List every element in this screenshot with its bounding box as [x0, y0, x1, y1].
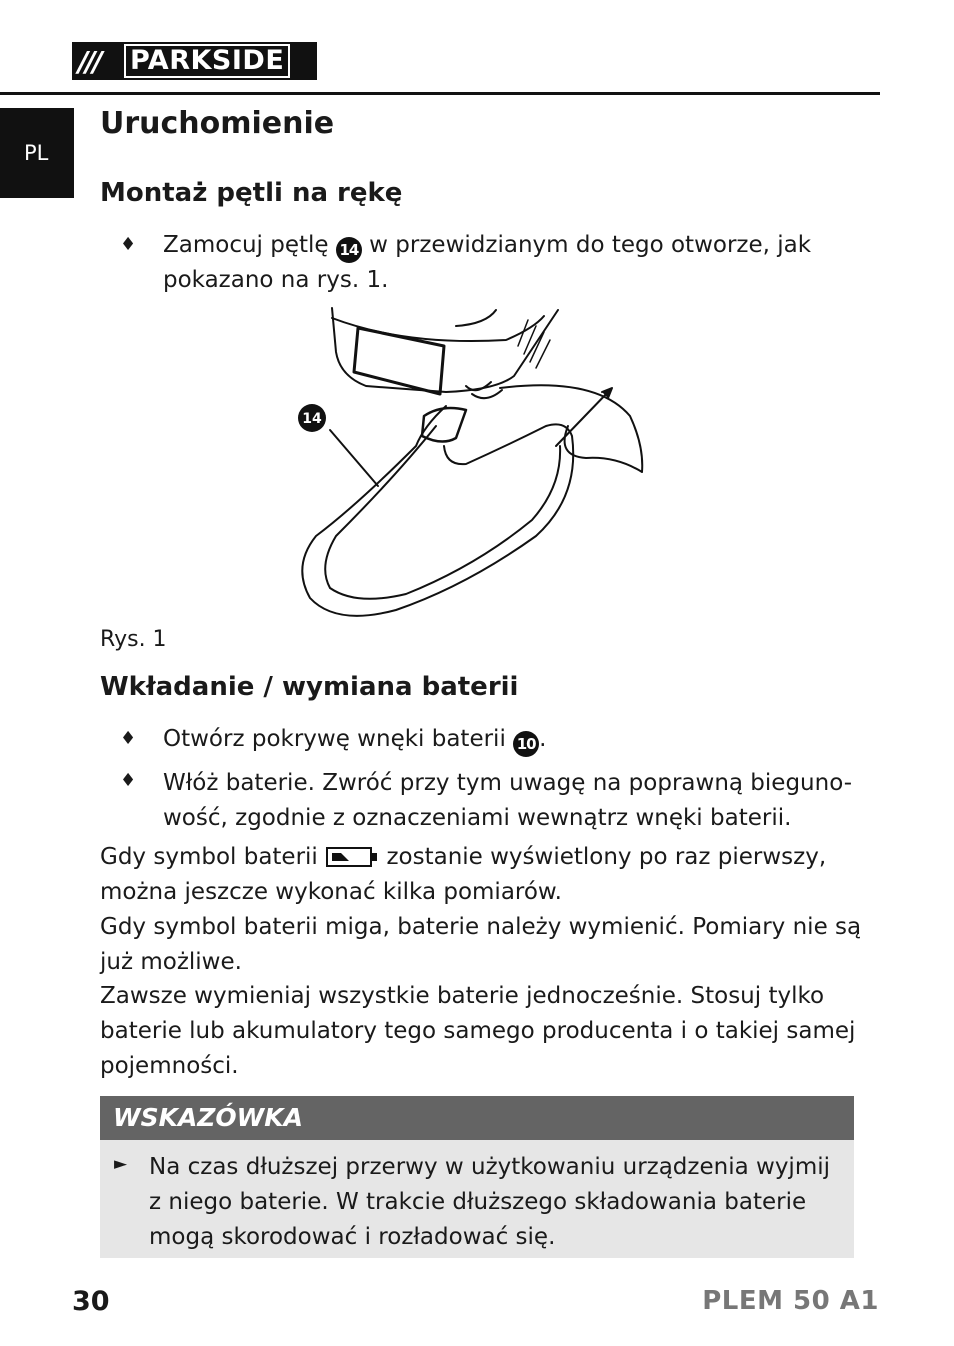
instruction-open-cover: Otwórz pokrywę wnęki baterii 10 .: [163, 722, 546, 757]
language-tab: PL: [0, 108, 74, 198]
bullet-icon: ♦: [120, 728, 137, 749]
ref-number-badge: 14: [336, 237, 362, 263]
instruction-strap: Zamocuj pętlę 14 w przewidzianym do tego otworze, jak pokazano na rys. 1.: [163, 232, 812, 293]
note-heading: WSKAZÓWKA: [100, 1096, 854, 1140]
battery-low-icon: [325, 846, 379, 868]
paragraph-replace-all: Zawsze wymieniaj wszystkie baterie jednocześnie. Stosuj tylko baterie lub akumulatory tego samego producenta i o takiej samej pojemności.: [100, 983, 856, 1079]
wrist-strap-illustration: [296, 306, 648, 624]
bullet-icon: ♦: [120, 234, 137, 255]
page-title: Uruchomienie: [100, 106, 335, 141]
section-heading-wrist-strap: Montaż pętli na rękę: [100, 178, 403, 208]
ref-number-badge: 10: [513, 731, 539, 757]
model-name: PLEM 50 A1: [702, 1286, 879, 1316]
header-rule: [0, 92, 880, 95]
figure-caption: Rys. 1: [100, 627, 167, 652]
figure-callout-label: 14: [302, 411, 322, 427]
bullet-icon: ♦: [120, 770, 137, 791]
note-text: Na czas dłuższej przerwy w użytkowaniu urządzenia wyjmij z niego baterie. W trakcie dłuższego składowania baterie mogą skorodować i rozładować się.: [149, 1154, 831, 1250]
instruction-insert-batteries: Włóż baterie. Zwróć przy tym uwagę na poprawną bieguno- wość, zgodnie z oznaczeniami wewnątrz wnęki baterii.: [163, 770, 852, 831]
arrow-right-icon: ►: [114, 1154, 128, 1174]
logo-slashes: ///: [78, 44, 100, 78]
paragraph-battery-blinking: Gdy symbol baterii miga, baterie należy wymienić. Pomiary nie są już możliwe.: [100, 914, 862, 975]
parkside-logo: [72, 42, 317, 80]
logo-brand: PARKSIDE: [124, 44, 290, 78]
page-number: 30: [72, 1286, 110, 1317]
section-heading-batteries: Wkładanie / wymiana baterii: [100, 672, 519, 702]
paragraph-battery-symbol: Gdy symbol baterii zostanie wyświetlony po raz pierwszy, można jeszcze wykonać kilka pomiarów.: [100, 844, 827, 905]
